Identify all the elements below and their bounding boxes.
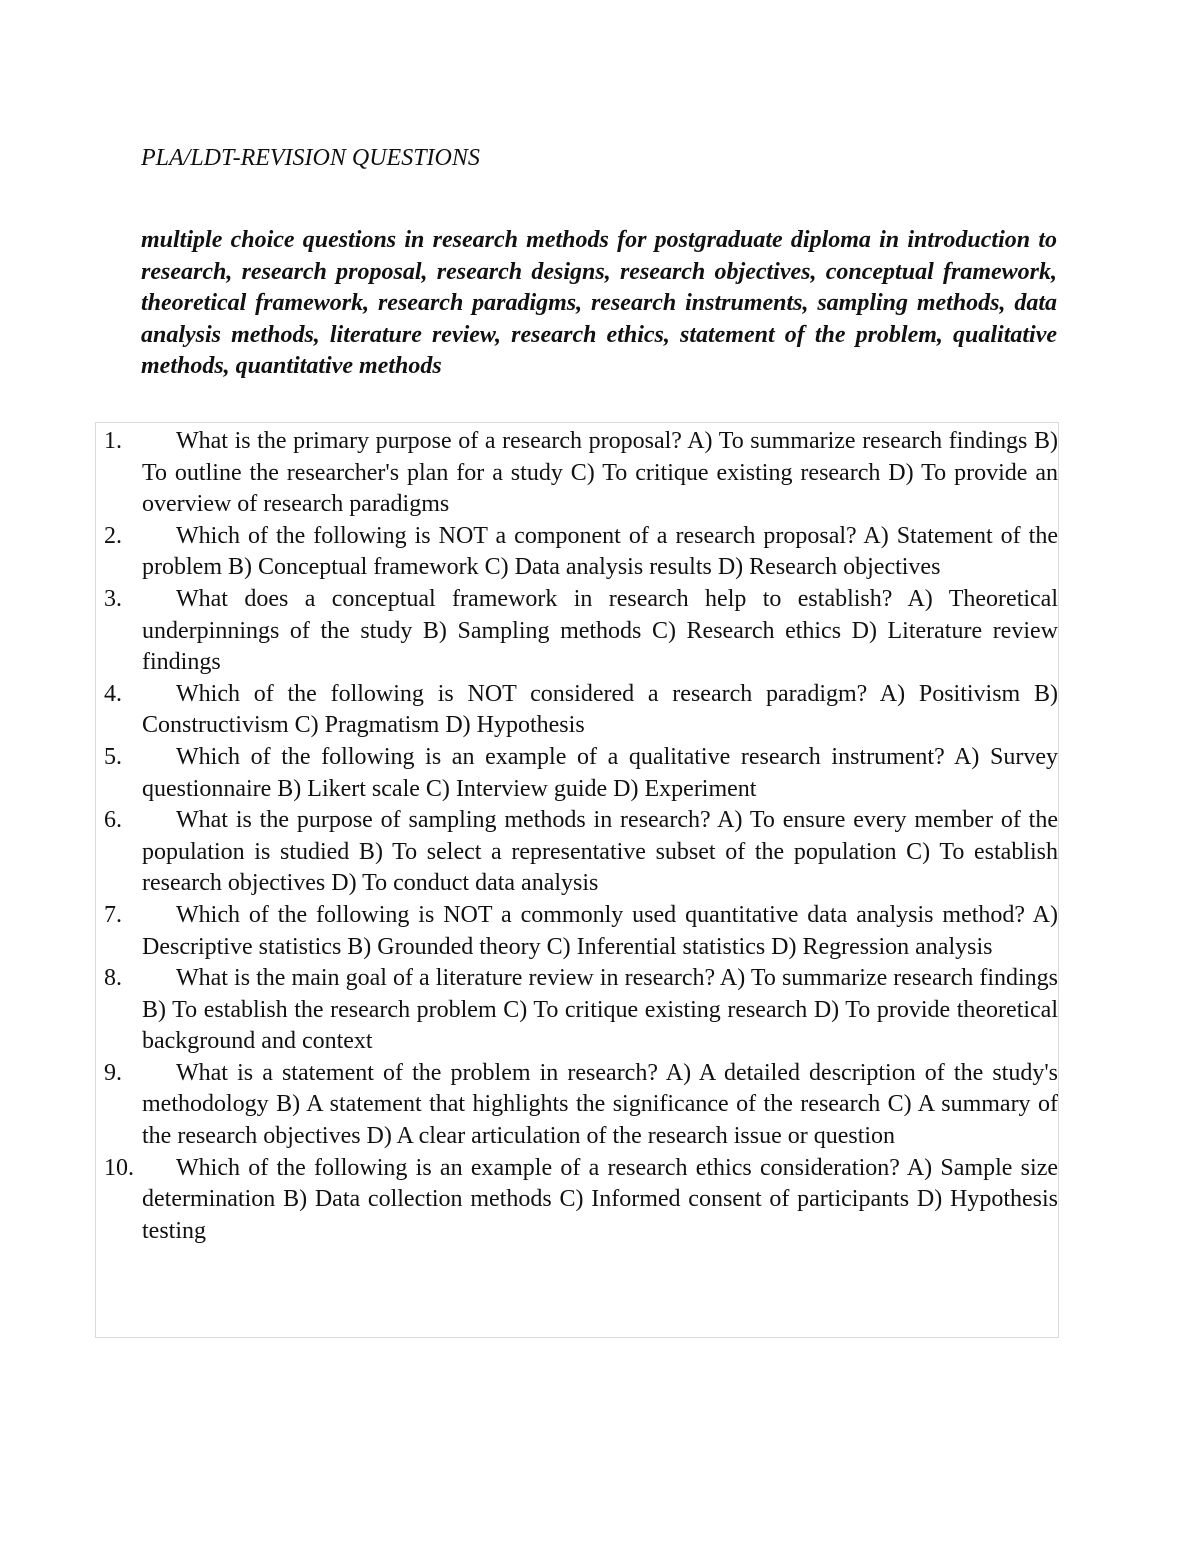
question-number: 6. xyxy=(104,807,122,834)
questions-box xyxy=(95,422,1059,1338)
question-number: 5. xyxy=(104,743,122,770)
question-number: 1. xyxy=(104,428,122,454)
question-text: What is the primary purpose of a research proposal? A) To summarize research findings B) To outline the researcher's plan for a study C) To critique existing research D) To provide an overview of research paradigms xyxy=(142,428,1058,518)
document-subtitle: multiple choice questions in research methods for postgraduate diploma in introduction to research, research proposal, research designs, research objectives, conceptual framework, theoretical framework, research paradigms, research instruments, sampling methods, data analysis methods, literature review, research ethics, statement of the problem, qualitative methods, quantitative methods xyxy=(141,227,1057,380)
question-item-8 xyxy=(96,963,1060,1058)
question-item-4 xyxy=(96,679,1060,742)
question-text: Which of the following is an example of a qualitative research instrument? A) Survey questionnaire B) Likert scale C) Interview guide D) Experiment xyxy=(142,743,1058,802)
document-title: PLA/LDT-REVISION QUESTIONS xyxy=(141,145,480,171)
question-text: Which of the following is NOT a commonly used quantitative data analysis method? A) Descriptive statistics B) Grounded theory C) Inferential statistics D) Regression analysis xyxy=(142,901,1058,960)
question-item-1 xyxy=(96,426,1060,521)
question-item-5 xyxy=(96,742,1060,805)
question-text: What is the main goal of a literature review in research? A) To summarize research findings B) To establish the research problem C) To critique existing research D) To provide theoretical background and context xyxy=(142,965,1058,1055)
question-number: 3. xyxy=(104,585,122,612)
question-text: Which of the following is NOT considered a research paradigm? A) Positivism B) Constructivism C) Pragmatism D) Hypothesis xyxy=(142,680,1058,739)
question-item-7 xyxy=(96,900,1060,963)
question-item-3 xyxy=(96,584,1060,679)
question-text: Which of the following is an example of a research ethics consideration? A) Sample size determination B) Data collection methods C) Informed consent of participants D) Hypothesis testing xyxy=(142,1154,1058,1244)
question-number: 7. xyxy=(104,901,122,928)
question-item-6 xyxy=(96,805,1060,900)
question-number: 4. xyxy=(104,680,122,707)
question-list xyxy=(96,426,1060,1247)
question-text: What is a statement of the problem in research? A) A detailed description of the study's methodology B) A statement that highlights the significance of the research C) A summary of the research objectives D) A clear articulation of the research issue or question xyxy=(142,1059,1058,1150)
question-item-9 xyxy=(96,1058,1060,1153)
question-text: What is the purpose of sampling methods in research? A) To ensure every member of the population is studied B) To select a representative subset of the population C) To establish research objectives D) To conduct data analysis xyxy=(142,807,1058,897)
question-number: 10. xyxy=(104,1154,134,1181)
question-text: Which of the following is NOT a component of a research proposal? A) Statement of the problem B) Conceptual framework C) Data analysis results D) Research objectives xyxy=(142,522,1058,581)
question-number: 9. xyxy=(104,1059,122,1086)
question-item-10 xyxy=(96,1153,1060,1248)
question-item-2 xyxy=(96,521,1060,584)
question-number: 8. xyxy=(104,965,122,992)
question-text: What does a conceptual framework in research help to establish? A) Theoretical underpinnings of the study B) Sampling methods C) Research ethics D) Literature review findings xyxy=(142,585,1058,676)
question-number: 2. xyxy=(104,522,122,549)
